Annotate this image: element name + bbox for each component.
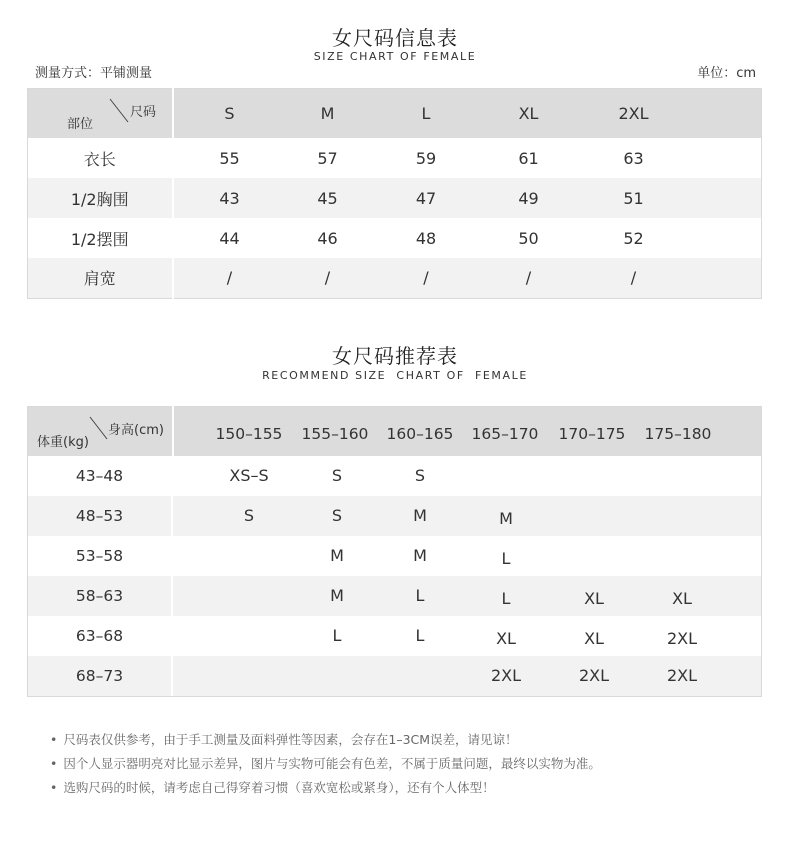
- recommend-chart-title: 女尺码推荐表: [332, 344, 458, 368]
- corner-label-part: 部位: [67, 117, 94, 132]
- table-cell: [222, 576, 276, 616]
- table-cell: M: [330, 546, 344, 565]
- table-cell: [655, 456, 709, 496]
- table-row: [27, 656, 762, 696]
- height-col-header: 170–175: [558, 425, 626, 443]
- weight-label: 48–53: [75, 507, 124, 525]
- height-col-header: 160–165: [386, 425, 454, 443]
- table-row: [28, 178, 762, 218]
- table-row: [27, 616, 762, 656]
- table-cell: 63: [623, 148, 644, 168]
- table-cell: [222, 536, 276, 576]
- table-cell: S: [331, 506, 343, 525]
- part-label: 肩宽: [28, 258, 173, 298]
- recommend-chart-table: [27, 406, 762, 457]
- table-cell: 55: [219, 148, 240, 168]
- table-cell: 51: [575, 178, 693, 218]
- note-item: • 因个人显示器明亮对比显示差异，图片与实物可能会有色差，不属于质量问题，最终以实物为准。: [50, 752, 601, 776]
- unit-label: 单位：cm: [697, 66, 756, 81]
- table-cell: XL: [672, 589, 692, 608]
- table-row: [27, 536, 762, 576]
- note-item: • 选购尺码的时候，请考虑自己得穿着习惯（喜欢宽松或紧身），还有个人体型！: [50, 776, 601, 800]
- recommend-corner-cell: [28, 407, 173, 457]
- table-cell: M: [413, 506, 427, 525]
- recommend-table-body: [27, 456, 762, 696]
- size-header-row: [28, 89, 762, 139]
- table-cell: [655, 536, 709, 576]
- table-cell: 43: [173, 178, 286, 218]
- table-cell: [310, 656, 364, 696]
- table-cell: XS–S: [229, 466, 269, 485]
- recommend-header-row: [28, 407, 762, 457]
- weight-label: 58–63: [75, 587, 124, 605]
- table-cell: 44: [219, 228, 240, 248]
- table-row: [28, 258, 762, 298]
- table-cell: S: [243, 506, 255, 525]
- table-cell: /: [483, 258, 575, 298]
- height-col-header: 175–180: [644, 425, 712, 443]
- table-cell: [222, 656, 276, 696]
- table-cell: /: [286, 258, 370, 298]
- table-cell: [567, 496, 621, 536]
- corner-label-weight: 体重(kg): [37, 435, 89, 450]
- table-cell: [222, 616, 276, 656]
- table-cell: L: [415, 626, 425, 645]
- table-cell: 2XL: [666, 629, 698, 648]
- table-cell: 57: [317, 148, 338, 168]
- table-cell: 45: [286, 178, 370, 218]
- notes-list: [50, 728, 601, 800]
- size-chart-table: [27, 88, 762, 299]
- table-row: [27, 456, 762, 496]
- table-cell: 2XL: [666, 666, 698, 685]
- height-col-header: 150–155: [215, 425, 283, 443]
- table-cell: /: [370, 258, 483, 298]
- table-cell: XL: [584, 589, 604, 608]
- table-cell: XL: [496, 629, 516, 648]
- table-cell: 61: [518, 148, 539, 168]
- table-cell: /: [575, 258, 693, 298]
- corner-label-height: 身高(cm): [108, 423, 164, 438]
- size-chart-subtitle: SIZE CHART OF FEMALE: [313, 50, 477, 63]
- weight-label: 43–48: [75, 467, 124, 485]
- table-cell: [567, 536, 621, 576]
- size-col-header: M: [286, 89, 370, 139]
- size-corner-cell: [28, 89, 173, 139]
- height-col-header: 155–160: [301, 425, 369, 443]
- note-item: • 尺码表仅供参考，由于手工测量及面料弹性等因素，会存在1–3CM误差，请见谅！: [50, 728, 601, 752]
- table-cell: M: [413, 546, 427, 565]
- size-col-header: S: [173, 89, 286, 139]
- table-cell: 50: [518, 228, 539, 248]
- height-col-header: 165–170: [471, 425, 539, 443]
- measure-method: 测量方式：平铺测量: [35, 66, 153, 81]
- size-col-header: XL: [483, 89, 575, 139]
- table-row: [27, 496, 762, 536]
- corner-label-size: 尺码: [130, 105, 157, 120]
- table-cell: [479, 456, 533, 496]
- column-divider: [171, 456, 173, 696]
- table-cell: M: [330, 586, 344, 605]
- table-row: [28, 218, 762, 258]
- table-cell: 46: [317, 228, 338, 248]
- weight-label: 53–58: [75, 547, 124, 565]
- table-row: [27, 576, 762, 616]
- table-cell: [567, 456, 621, 496]
- table-cell: 49: [483, 178, 575, 218]
- table-cell: 2XL: [490, 666, 522, 685]
- table-row: [28, 138, 762, 178]
- table-cell: L: [501, 549, 511, 568]
- table-cell: S: [331, 466, 343, 485]
- weight-label: 68–73: [75, 667, 124, 685]
- table-cell: L: [332, 626, 342, 645]
- recommend-chart-subtitle: RECOMMEND SIZE CHART OF FEMALE: [262, 369, 528, 382]
- size-chart-title: 女尺码信息表: [332, 26, 458, 50]
- empty-col-header: [693, 89, 762, 139]
- part-label: 衣长: [28, 138, 173, 178]
- size-col-header: 2XL: [575, 89, 693, 139]
- table-cell: 47: [370, 178, 483, 218]
- table-cell: 59: [415, 148, 437, 168]
- table-cell: S: [414, 466, 426, 485]
- table-cell: L: [501, 589, 511, 608]
- table-cell: XL: [584, 629, 604, 648]
- table-cell: L: [415, 586, 425, 605]
- table-cell: [393, 656, 447, 696]
- table-cell: 52: [623, 228, 644, 248]
- size-col-header: L: [370, 89, 483, 139]
- table-cell: /: [173, 258, 286, 298]
- table-cell: [655, 496, 709, 536]
- table-cell: 48: [415, 228, 437, 248]
- weight-label: 63–68: [75, 627, 124, 645]
- table-cell: 2XL: [578, 666, 610, 685]
- part-label: 1/2摆围: [28, 218, 173, 258]
- part-label: 1/2胸围: [28, 178, 173, 218]
- table-cell: M: [499, 509, 513, 528]
